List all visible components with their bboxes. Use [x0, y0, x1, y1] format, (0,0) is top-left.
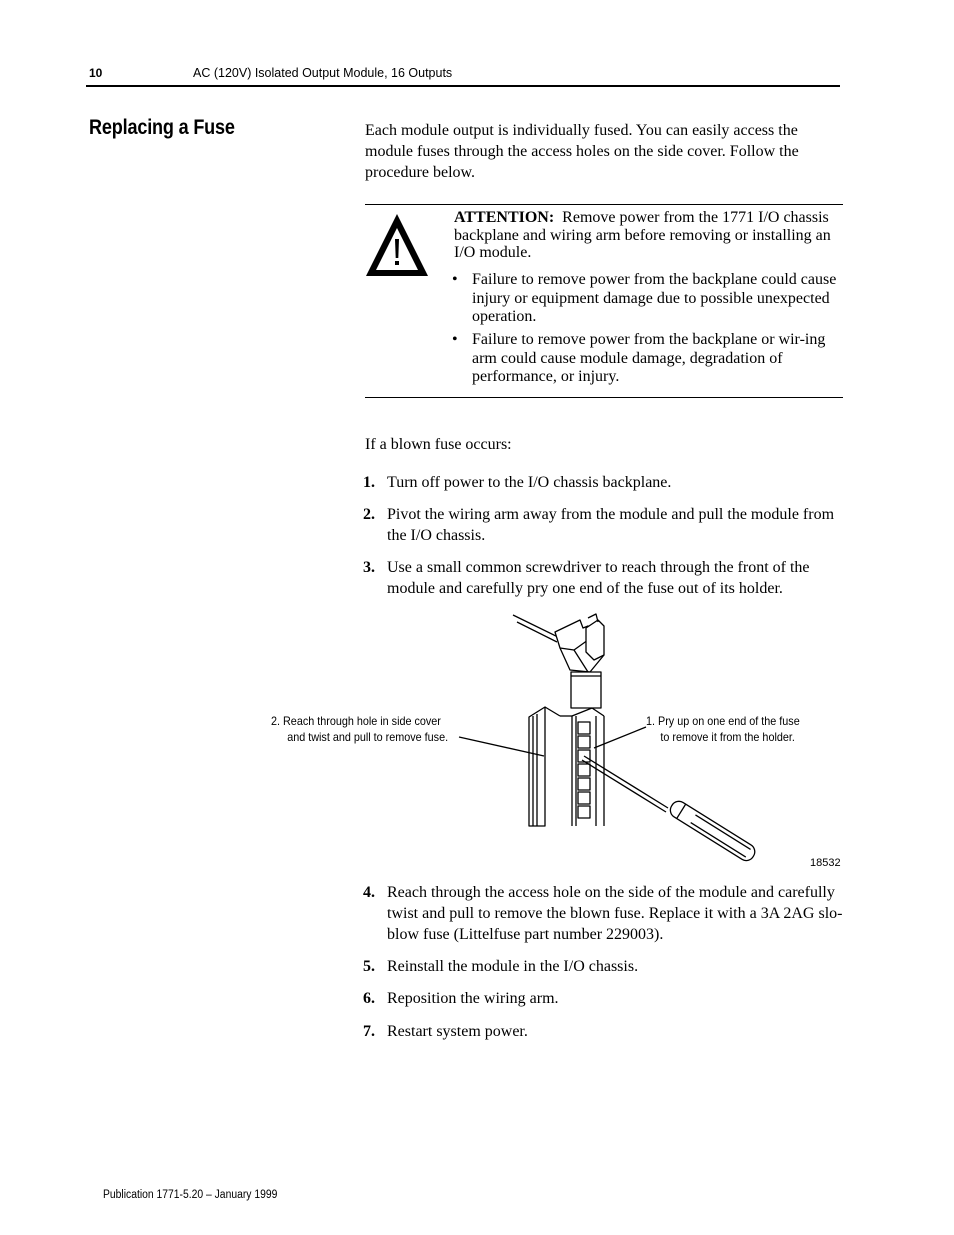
intro-paragraph: Each module output is individually fused. You can easily access the module fuses through the access holes on the side cover. Follow the procedure below. — [365, 122, 799, 181]
callout-pry-fuse — [646, 713, 800, 745]
callout-line: 2. Reach through hole in side cover — [271, 714, 441, 728]
publication-footer: Publication 1771-5.20 – January 1999 — [103, 1189, 278, 1201]
step-number: 3. — [363, 559, 375, 576]
step-text: Turn off power to the I/O chassis backplane. — [387, 474, 672, 491]
step-number: 1. — [363, 474, 375, 491]
step-text: Reach through the access hole on the side of the module and carefully twist and pull to remove the blown fuse. Replace it with a 3A 2AG slo-blow fuse (Littelfuse part number 229003). — [387, 884, 843, 943]
warning-triangle-icon — [364, 212, 430, 283]
step-number: 4. — [363, 884, 375, 901]
lead-in-text: If a blown fuse occurs: — [365, 436, 512, 453]
callout-line: and twist and pull to remove fuse. — [287, 730, 449, 744]
header-rule — [86, 85, 840, 87]
attention-body: Remove power from the 1771 I/O chassis backplane and wiring arm before removing or installing an I/O module. — [454, 209, 831, 261]
section-title: Replacing a Fuse — [89, 116, 235, 139]
page-number: 10 — [89, 66, 103, 80]
step-text: Restart system power. — [387, 1023, 528, 1040]
callout-line: to remove it from the holder. — [660, 730, 795, 744]
step-text: Reposition the wiring arm. — [387, 990, 559, 1007]
step-text: Reinstall the module in the I/O chassis. — [387, 958, 639, 975]
bullet-icon: • — [452, 271, 458, 288]
callout-side-hole — [271, 713, 448, 745]
step-number: 7. — [363, 1023, 375, 1040]
step-number: 5. — [363, 958, 375, 975]
attention-bottom-rule — [365, 397, 843, 398]
step-text: Pivot the wiring arm away from the module and pull the module from the I/O chassis. — [387, 506, 835, 544]
step-number: 2. — [363, 506, 375, 523]
attention-label: ATTENTION: — [454, 209, 555, 226]
attention-text — [454, 209, 839, 262]
attention-top-rule — [365, 204, 843, 205]
bullet-icon: • — [452, 331, 458, 348]
bullet-text: Failure to remove power from the backplane or wir-ing arm could cause module damage, degradation of performance, or injury. — [472, 331, 826, 385]
bullet-text: Failure to remove power from the backplane could cause injury or equipment damage due to possible unexpected operation. — [472, 271, 837, 325]
callout-line: 1. Pry up on one end of the fuse — [646, 714, 800, 728]
step-text: Use a small common screwdriver to reach through the front of the module and carefully pry one end of the fuse out of its holder. — [387, 559, 810, 597]
figure-number: 18532 — [810, 857, 841, 869]
step-number: 6. — [363, 990, 375, 1007]
running-header-title: AC (120V) Isolated Output Module, 16 Outputs — [193, 66, 453, 80]
